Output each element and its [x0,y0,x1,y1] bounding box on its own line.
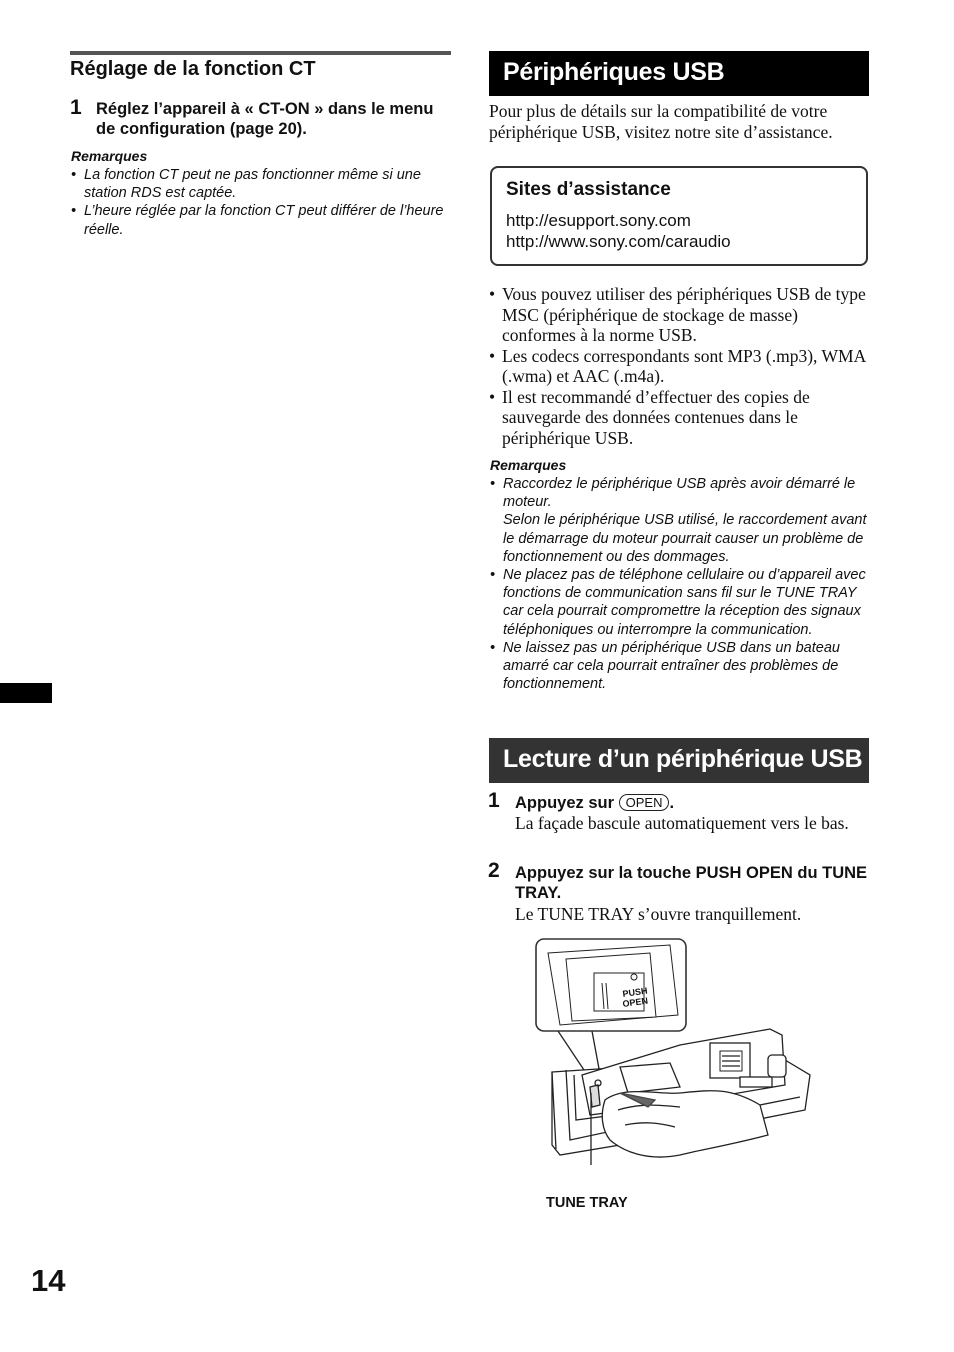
tune-tray-illustration [530,935,830,1165]
support-sites-box [490,166,868,266]
push-label-line-2: OPEN [621,995,649,1009]
step-detail: Le TUNE TRAY s’ouvre tranquillement. [515,904,802,924]
support-url-1[interactable]: http://esupport.sony.com [506,211,691,230]
bullet-item: • Il est recommandé d’effectuer des copies de sauvegarde des données contenues dans le périphérique USB. [489,386,810,448]
remarks-list [490,475,873,693]
remarks-heading: Remarques [71,148,148,164]
support-box-title: Sites d’assistance [506,179,671,200]
step-number: 2 [488,859,500,882]
section-tab-marker [0,683,52,703]
tune-tray-callout-label: TUNE TRAY [546,1195,628,1211]
step-text-b: . [669,794,675,812]
bullet-item: • Vous pouvez utiliser des périphériques USB de type MSC (périphérique de stockage de masse) conformes à la norme USB. [489,284,866,345]
remark-item: • Ne laissez pas un périphérique USB dans un bateau amarré car cela pourrait entraîner des problèmes de fonctionnement. [490,639,840,693]
step-detail: La façade bascule automatiquement vers le bas. [515,813,849,833]
step-text: Réglez l’appareil à « CT-ON » dans le menu de configuration (page 20). [96,100,434,138]
bullet-item: • Les codecs correspondants sont MP3 (.mp3), WMA (.wma) et AAC (.m4a). [489,345,866,386]
remark-item: • L’heure réglée par la fonction CT peut différer de l’heure réelle. [71,203,444,238]
remark-item: • Raccordez le périphérique USB après avoir démarré le moteur. [490,476,856,511]
step-text-a: Appuyez sur [515,794,615,812]
step-number: 1 [70,96,82,119]
push-label-line-1: PUSH [621,985,649,999]
section-rule [70,51,451,55]
usb-intro-text: Pour plus de détails sur la compatibilité de votre périphérique USB, visitez notre site d’assistance. [489,101,833,142]
remark-item: • Ne placez pas de téléphone cellulaire ou d’appareil avec fonctions de communication sans fil sur le TUNE TRAY car cela pourrait compromettre la réception des signaux téléphoniques ou interrompre la communication. [490,567,866,638]
remark-item-continued: Selon le périphérique USB utilisé, le raccordement avant le démarrage du moteur pourrait causer un problème de fonctionnement ou des dommages. [503,512,867,565]
section-title-ct: Réglage de la fonction CT [70,58,316,80]
open-button-symbol: OPEN [619,794,670,811]
step-text: Appuyez sur la touche PUSH OPEN du TUNE TRAY. [515,864,868,902]
usb-bullet-list [489,284,874,448]
page-number: 14 [31,1263,66,1298]
step-text [515,793,870,813]
support-url-2[interactable]: http://www.sony.com/caraudio [506,232,731,251]
step-number: 1 [488,789,500,812]
remarks-list [71,166,451,239]
remarks-heading: Remarques [490,457,567,473]
remark-item: • La fonction CT peut ne pas fonctionner même si une station RDS est captée. [71,167,421,202]
playback-section-banner: Lecture d’un périphérique USB [489,738,869,783]
usb-section-banner: Périphériques USB [489,51,869,96]
